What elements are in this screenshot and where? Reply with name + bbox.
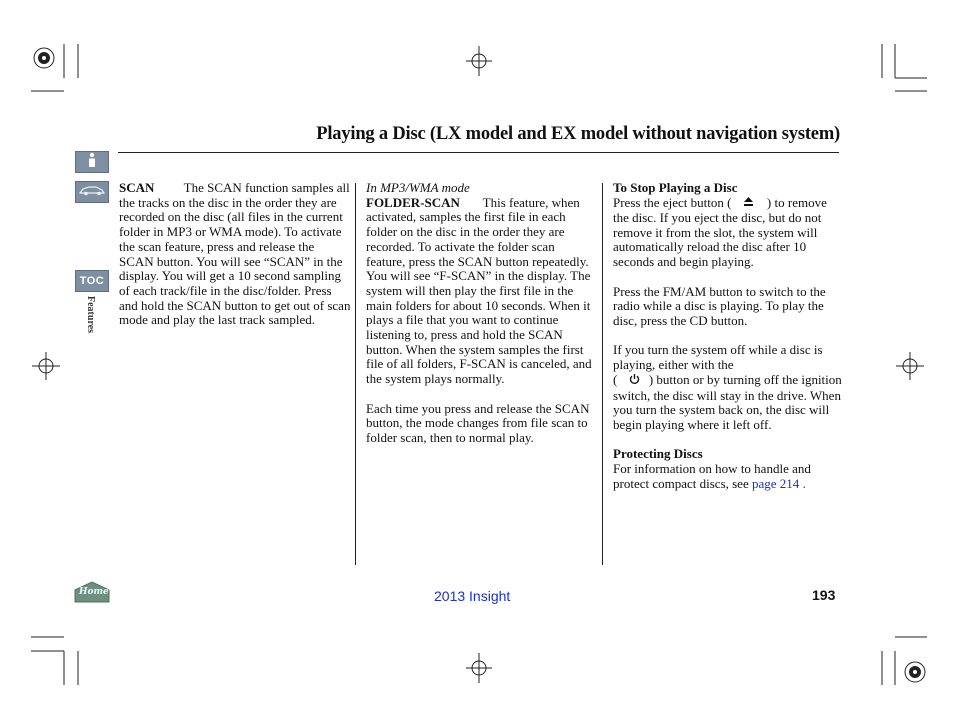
eject-icon bbox=[743, 196, 754, 211]
power-open-paren: ( bbox=[613, 371, 618, 387]
folder-scan-body-2: Each time you press and release the SCAN button, the mode changes from file scan to folder scan, then to normal play. bbox=[366, 400, 590, 445]
page-link[interactable]: page 214 bbox=[751, 475, 800, 491]
protecting-heading: Protecting Discs bbox=[613, 446, 703, 462]
folder-scan-heading: FOLDER-SCAN bbox=[366, 194, 460, 210]
stop-heading: To Stop Playing a Disc bbox=[613, 180, 738, 195]
power-icon bbox=[629, 373, 640, 389]
toc-label: TOC bbox=[79, 275, 105, 287]
column-scan bbox=[119, 181, 351, 328]
scan-body: The SCAN function samples all the tracks on the disc in the order they are recorded on the disc (all files in the current folder in MP3 or WMA mode). To activate the scan feature, press and release the SCAN button. You will see “SCAN” in the display. You will get a 10 second sampling of each track/file in the disc/folder. Press and hold the SCAN button to get out of scan mode and play the last track sampled. bbox=[119, 180, 351, 328]
section-label: Features bbox=[85, 296, 96, 334]
page-link-period: . bbox=[802, 475, 806, 491]
vehicle-button[interactable] bbox=[75, 181, 109, 203]
eject-text-after: ) to remove the disc. If you eject the disc, but do not remove it from the slot, the system will automatically reload the disc after 10 seconds and begin playing. bbox=[613, 194, 827, 270]
scan-heading: SCAN bbox=[119, 180, 155, 195]
power-intro: If you turn the system off while a disc is playing, either with the bbox=[613, 342, 823, 373]
column-stop bbox=[613, 181, 845, 492]
power-text-after: ) button or by turning off the ignition switch, the disc will stay in the drive. When you turn the system back on, the disc will begin playing where it left off. bbox=[613, 371, 842, 433]
protecting-text: For information on how to handle and protect compact discs, see bbox=[613, 461, 811, 491]
car-icon bbox=[78, 183, 106, 201]
folder-scan-body: This feature, when activated, samples the first file in each folder on the disc in the order they are recorded. To activate the folder scan feature, press the SCAN button repeatedly. You will see “F-SCAN” in the display. The system will then play the first file in the main folders for about 10 seconds. When it plays a file that you want to continue listening to, press and hold the SCAN button. When the system samples the first file of all folders, F-SCAN is canceled, and the system plays normally. bbox=[366, 194, 592, 387]
info-icon bbox=[87, 152, 97, 173]
column-divider bbox=[355, 183, 356, 565]
eject-text-before: Press the eject button ( bbox=[613, 194, 732, 210]
footer-model: 2013 Insight bbox=[434, 588, 511, 604]
toc-button[interactable] bbox=[75, 270, 109, 292]
info-button[interactable] bbox=[75, 151, 109, 173]
page-number: 193 bbox=[812, 587, 836, 603]
page-title: Playing a Disc (LX model and EX model without navigation system) bbox=[316, 124, 840, 144]
column-folder-scan bbox=[366, 181, 594, 446]
fm-am-paragraph: Press the FM/AM button to switch to the radio while a disc is playing. To play the disc, press the CD button. bbox=[613, 283, 826, 328]
home-button[interactable] bbox=[74, 581, 110, 603]
mode-label: In MP3/WMA mode bbox=[366, 180, 470, 195]
column-divider-2 bbox=[602, 183, 603, 565]
home-label: Home bbox=[79, 587, 109, 597]
title-rule bbox=[118, 152, 839, 153]
